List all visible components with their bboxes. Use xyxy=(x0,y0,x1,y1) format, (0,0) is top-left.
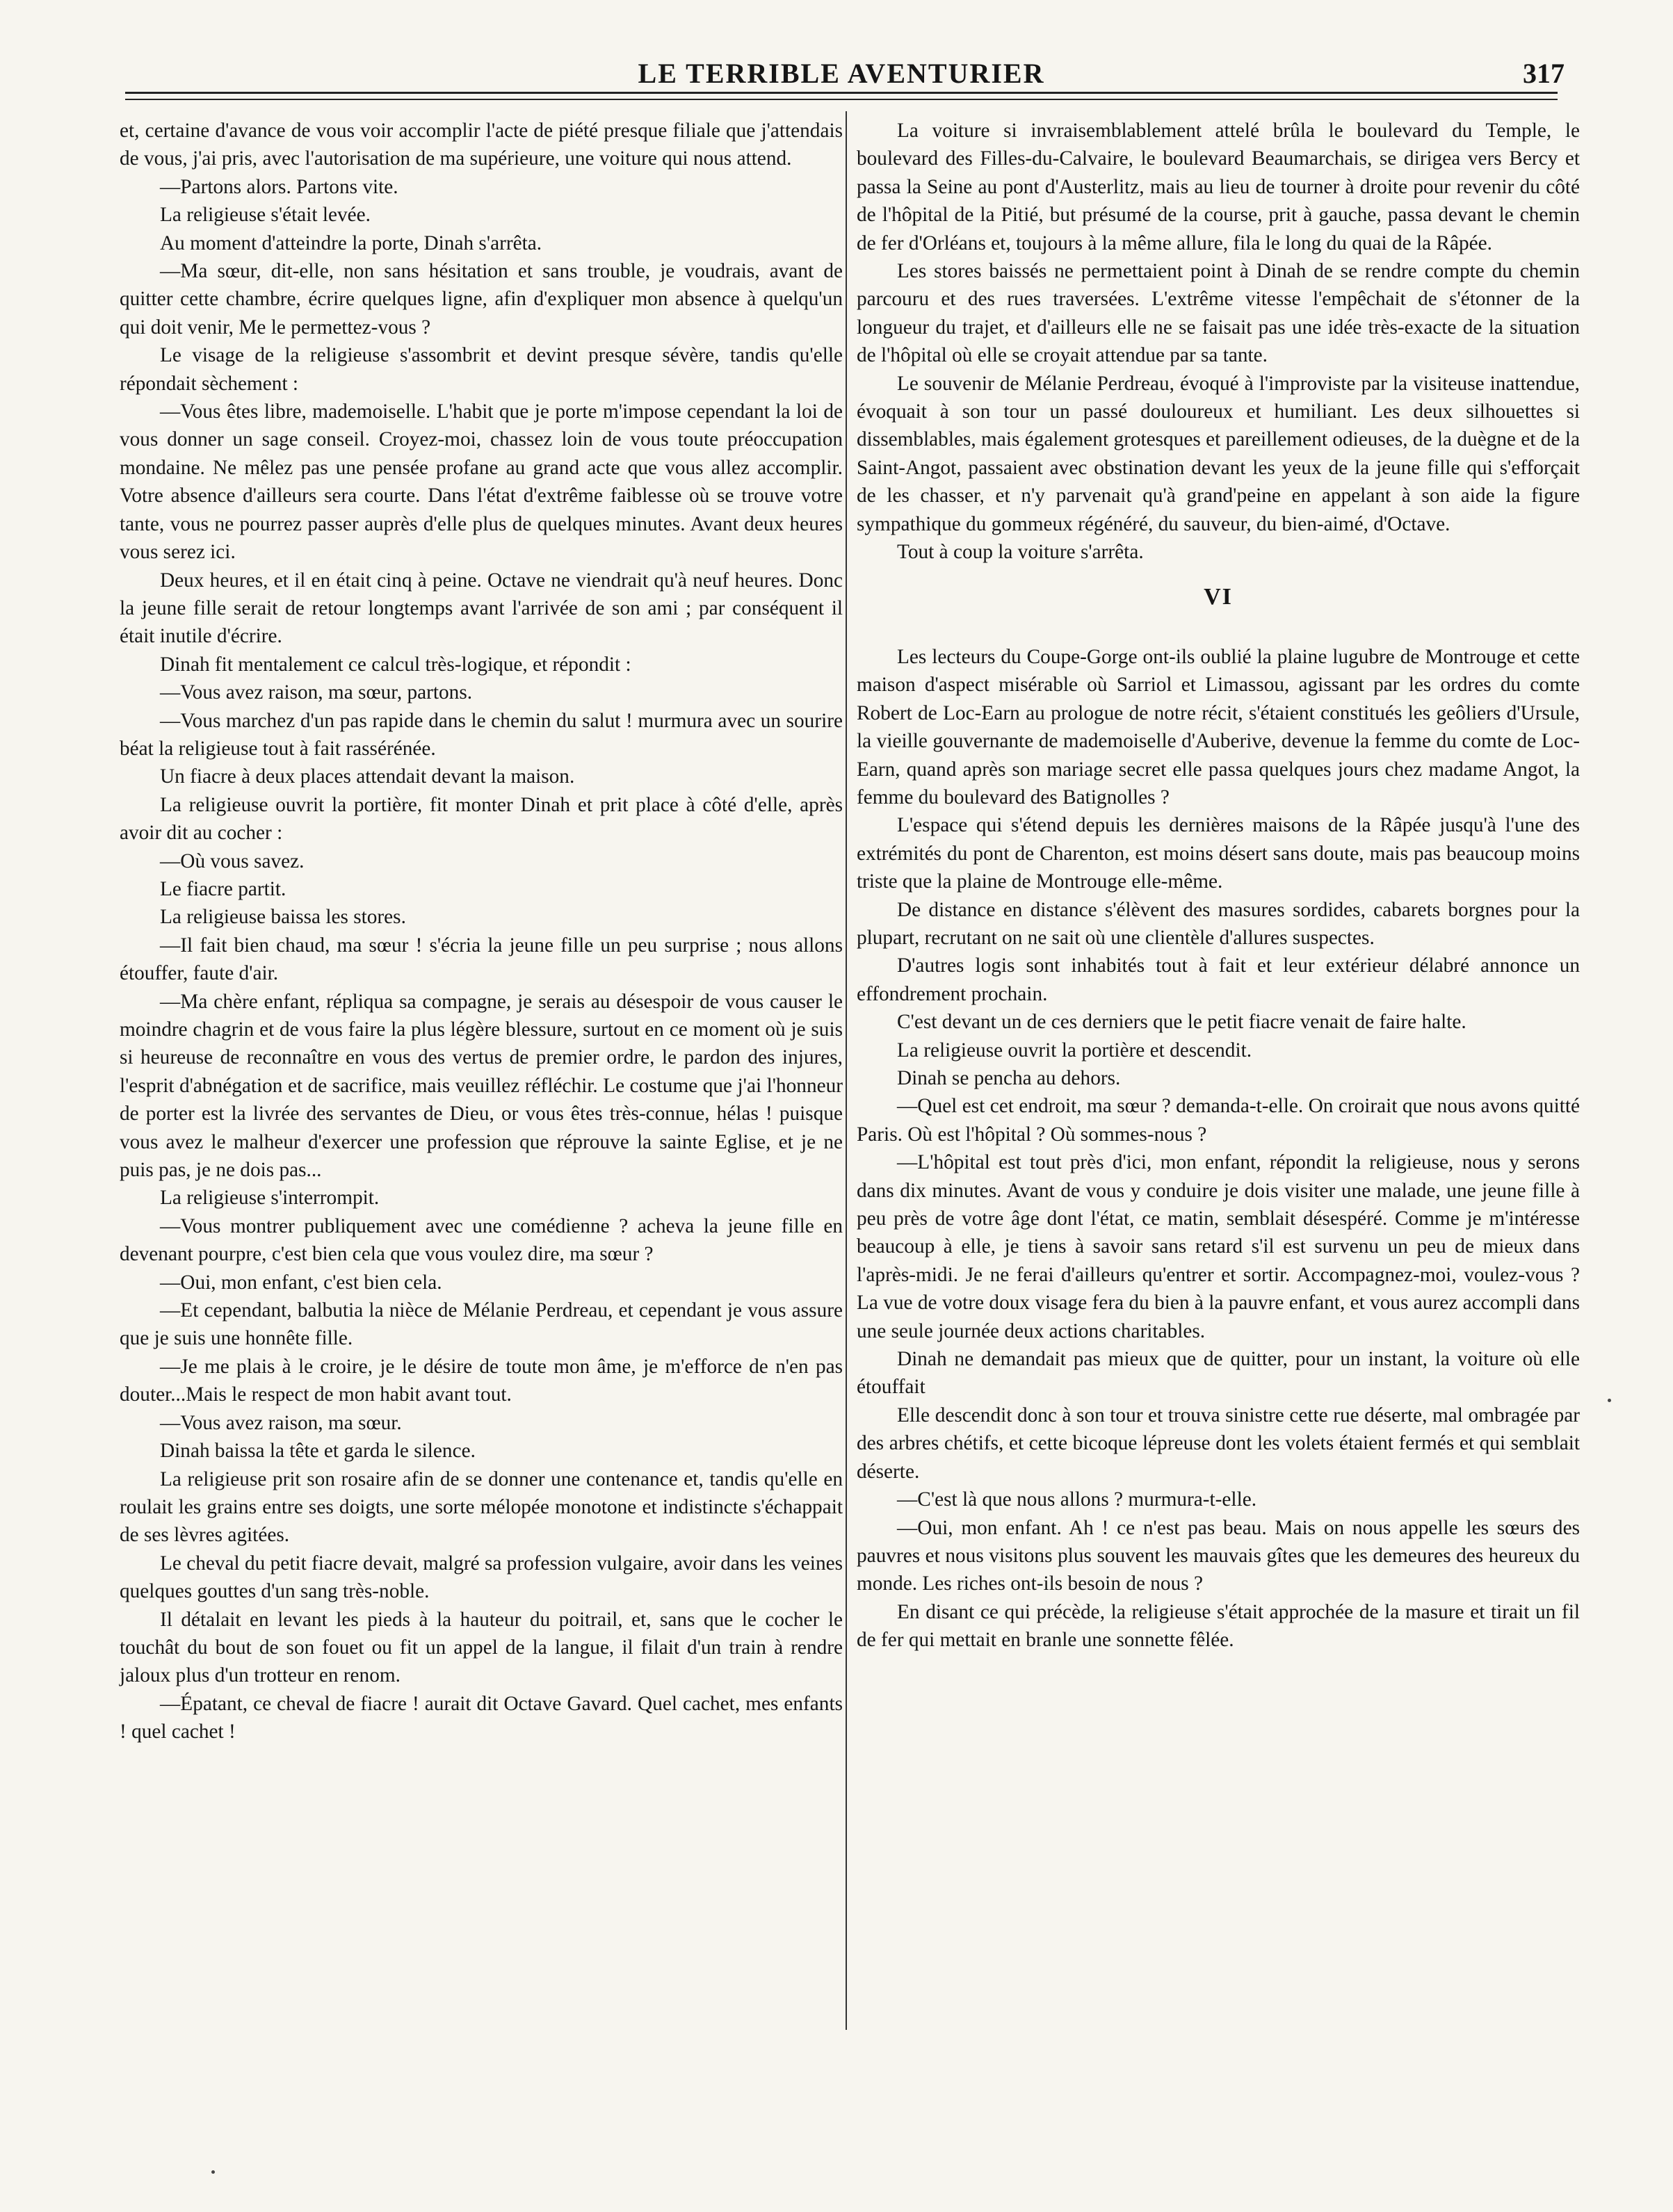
paragraph: Elle descendit donc à son tour et trouva sinistre cette rue déserte, mal ombragée par des arbres chétifs, et cette bicoque lépreuse dont les volets étaient fermés et qui semblait déserte. xyxy=(857,1404,1580,1483)
paragraph: C'est devant un de ces derniers que le petit fiacre venait de faire halte. xyxy=(897,1011,1466,1034)
paragraph: Il détalait en levant les pieds à la hauteur du poitrail, et, sans que le cocher le touchât du bout de son fouet ou fit un appel de la langue, il filait d'un train à rendre jaloux plus d'un trotteur en renom. xyxy=(120,1608,843,1687)
section-heading: VI xyxy=(1204,583,1233,610)
paragraph: —Vous avez raison, ma sœur, partons. xyxy=(160,681,473,704)
header-rule xyxy=(125,92,1558,94)
paragraph: —Où vous savez. xyxy=(160,849,305,872)
paragraph: —Vous êtes libre, mademoiselle. L'habit que je porte m'impose cependant la loi de vous donner un sage conseil. Croyez-moi, chassez loin de vous toute préoccupation mondaine. Ne mêlez pas une pensée profane au grand acte que vous allez accomplir. Votre absence d'ailleurs sera courte. Dans l'état d'extrême faiblesse où se trouve votre tante, vous ne pourrez passer auprès d'elle plus de quelques minutes. Avant deux heures vous serez ici. xyxy=(120,400,843,564)
paragraph: D'autres logis sont inhabités tout à fait et leur extérieur délabré annonce un effondrement prochain. xyxy=(857,954,1580,1005)
paragraph: —Quel est cet endroit, ma sœur ? demanda-t-elle. On croirait que nous avons quitté Paris. Où est l'hôpital ? Où sommes-nous ? xyxy=(857,1095,1580,1146)
paragraph: Le visage de la religieuse s'assombrit et devint presque sévère, tandis qu'elle répondait sèchement : xyxy=(120,344,843,395)
speck-mark xyxy=(211,2170,215,2174)
paragraph: Le cheval du petit fiacre devait, malgré sa profession vulgaire, avoir dans les veines quelques gouttes d'un sang très-noble. xyxy=(120,1552,843,1603)
paragraph: La religieuse s'interrompit. xyxy=(160,1187,380,1210)
paragraph: —Et cependant, balbutia la nièce de Mélanie Perdreau, et cependant je vous assure que je suis une honnête fille. xyxy=(120,1299,843,1350)
paragraph: La religieuse s'était levée. xyxy=(160,204,371,227)
right-column-top xyxy=(857,117,1580,567)
left-column xyxy=(120,117,843,1746)
paragraph: Les lecteurs du Coupe-Gorge ont-ils oublié la plaine lugubre de Montrouge et cette maison d'aspect misérable où Sarriol et Limassou, agissant par les ordres du comte Robert de Loc-Earn au prologue de notre récit, s'étaient constitués les geôliers d'Ursule, la vieille gouvernante de mademoiselle d'Auberive, devenue la femme du comte de Loc-Earn, quand après son mariage secret elle passa quelques jours chez madame Angot, la femme du boulevard des Batignolles ? xyxy=(857,645,1580,808)
paragraph: La religieuse ouvrit la portière et descendit. xyxy=(897,1039,1252,1062)
right-column xyxy=(857,117,1580,1654)
paragraph: Dinah se pencha au dehors. xyxy=(897,1067,1121,1089)
paragraph: —Oui, mon enfant. Ah ! ce n'est pas beau. Mais on nous appelle les sœurs des pauvres et nous visitons plus souvent les mauvais gîtes que les demeures des heureux du monde. Les riches ont-ils besoin de nous ? xyxy=(857,1516,1580,1595)
right-column-bottom xyxy=(857,643,1580,1654)
paragraph: —Je me plais à le croire, je le désire de toute mon âme, je m'efforce de n'en pas douter...Mais le respect de mon habit avant tout. xyxy=(120,1355,843,1406)
paragraph: —Épatant, ce cheval de fiacre ! aurait dit Octave Gavard. Quel cachet, mes enfants ! quel cachet ! xyxy=(120,1692,843,1743)
paragraph: Les stores baissés ne permettaient point à Dinah de se rendre compte du chemin parcouru et des rues traversées. L'extrême vitesse l'empêchait de s'étonner de la longueur du trajet, et d'ailleurs elle ne se faisait pas une idée très-exacte de la situation de l'hôpital où elle se croyait attendue par sa tante. xyxy=(857,260,1580,367)
paragraph: Dinah baissa la tête et garda le silence. xyxy=(160,1440,476,1463)
paragraph: —C'est là que nous allons ? murmura-t-elle. xyxy=(897,1488,1257,1511)
paragraph: —Partons alors. Partons vite. xyxy=(160,175,398,198)
paragraph: Tout à coup la voiture s'arrêta. xyxy=(897,541,1144,564)
page-header xyxy=(118,49,1565,97)
paragraph: —Vous marchez d'un pas rapide dans le chemin du salut ! murmura avec un sourire béat la religieuse tout à fait rassérénée. xyxy=(120,709,843,760)
column-divider xyxy=(846,111,847,2030)
paragraph: Dinah fit mentalement ce calcul très-logique, et répondit : xyxy=(160,653,631,676)
header-rule-thin xyxy=(125,99,1558,100)
running-title: LE TERRIBLE AVENTURIER xyxy=(638,58,1045,89)
paragraph: De distance en distance s'élèvent des masures sordides, cabarets borgnes pour la plupart, recrutant on ne sait où une clientèle d'allures suspectes. xyxy=(857,898,1580,949)
paragraph: —Ma chère enfant, répliqua sa compagne, je serais au désespoir de vous causer le moindre chagrin et de vous faire la plus légère blessure, surtout en ce moment où je suis si heureuse de reconnaître en vous des vertus de premier ordre, le pardon des injures, l'esprit d'abnégation et de sacrifice, mais veuillez réfléchir. Le costume que j'ai l'honneur de porter est la livrée des servantes de Dieu, or vous êtes très-connue, hélas ! puisque vous avez le malheur d'exercer une profession que réprouve la sainte Eglise, et je ne puis pas, je ne dois pas... xyxy=(120,990,843,1182)
paragraph: Le souvenir de Mélanie Perdreau, évoqué à l'improviste par la visiteuse inattendue, évoquait à son tour un passé douloureux et humiliant. Les deux silhouettes si dissemblables, mais également grotesques et pareillement odieuses, de la duègne et de la Saint-Angot, passaient avec obstination devant les yeux de la jeune fille qui s'efforçait de les chasser, et n'y parvenait qu'à grand'peine en appelant à son aide la figure sympathique du gommeux régénéré, du sauveur, du bien-aimé, d'Octave. xyxy=(857,372,1580,535)
paragraph: La religieuse prit son rosaire afin de se donner une contenance et, tandis qu'elle en roulait les grains entre ses doigts, une sorte mélopée monotone et indistincte s'échappait de ses lèvres agitées. xyxy=(120,1467,843,1547)
paragraph: La religieuse ouvrit la portière, fit monter Dinah et prit place à côté d'elle, après avoir dit au cocher : xyxy=(120,793,843,845)
paragraph: Deux heures, et il en était cinq à peine. Octave ne viendrait qu'à neuf heures. Donc la jeune fille serait de retour longtemps avant l'arrivée de son ami ; par conséquent il était inutile d'écrire. xyxy=(120,569,843,648)
paragraph: —L'hôpital est tout près d'ici, mon enfant, répondit la religieuse, nous y serons dans dix minutes. Avant de vous y conduire je dois visiter une malade, une jeune fille à peu près de votre âge dont l'état, ce matin, semblait désespéré. Comme je m'intéresse beaucoup à elle, je tiens à savoir sans retard s'il est survenu un peu de mieux dans l'après-midi. Je ne ferai d'ailleurs qu'entrer et sortir. Accompagnez-moi, voulez-vous ? La vue de votre doux visage fera du bien à la pauvre enfant, et vous aurez accompli dans une seule journée deux actions charitables. xyxy=(857,1151,1580,1342)
page-number: 317 xyxy=(1523,58,1565,89)
paragraph: La religieuse baissa les stores. xyxy=(160,906,406,929)
speck-mark xyxy=(1608,1399,1611,1402)
paragraph: Le fiacre partit. xyxy=(160,877,286,900)
paragraph: —Il fait bien chaud, ma sœur ! s'écria la jeune fille un peu surprise ; nous allons étouffer, faute d'air. xyxy=(120,934,843,985)
paragraph: Au moment d'atteindre la porte, Dinah s'arrêta. xyxy=(160,231,542,254)
paragraph: La voiture si invraisemblablement attelé brûla le boulevard du Temple, le boulevard des Filles-du-Calvaire, le boulevard Beaumarchais, se dirigea vers Bercy et passa la Seine au pont d'Austerlitz, mais au lieu de tourner à droite pour revenir du côté de l'hôpital de la Pitié, but présumé de la course, prit à gauche, passa devant le chemin de fer d'Orléans et, toujours à la même allure, fila le long du quai de la Râpée. xyxy=(857,120,1580,254)
paragraph: —Oui, mon enfant, c'est bien cela. xyxy=(160,1271,442,1294)
paragraph: Dinah ne demandait pas mieux que de quitter, pour un instant, la voiture où elle étouffait xyxy=(857,1348,1580,1399)
paragraph: —Vous montrer publiquement avec une comédienne ? acheva la jeune fille en devenant pourpre, c'est bien cela que vous voulez dire, ma sœur ? xyxy=(120,1214,843,1266)
paragraph: L'espace qui s'étend depuis les dernières maisons de la Râpée jusqu'à l'une des extrémités du pont de Charenton, est moins désert sans doute, mais pas beaucoup moins triste que la plaine de Montrouge elle-même. xyxy=(857,814,1580,893)
paragraph: En disant ce qui précède, la religieuse s'était approchée de la masure et tirait un fil de fer qui mettait en branle une sonnette fêlée. xyxy=(857,1600,1580,1652)
paragraph: Un fiacre à deux places attendait devant la maison. xyxy=(160,765,575,788)
paragraph: —Vous avez raison, ma sœur. xyxy=(160,1411,402,1434)
paragraph: et, certaine d'avance de vous voir accomplir l'acte de piété presque filiale que j'attendais de vous, j'ai pris, avec l'autorisation de ma supérieure, une voiture qui nous attend. xyxy=(120,120,843,170)
paragraph: —Ma sœur, dit-elle, non sans hésitation et sans trouble, je voudrais, avant de quitter cette chambre, écrire quelques ligne, afin d'expliquer mon absence à quelqu'un qui doit venir, Me le permettez-vous ? xyxy=(120,260,843,339)
